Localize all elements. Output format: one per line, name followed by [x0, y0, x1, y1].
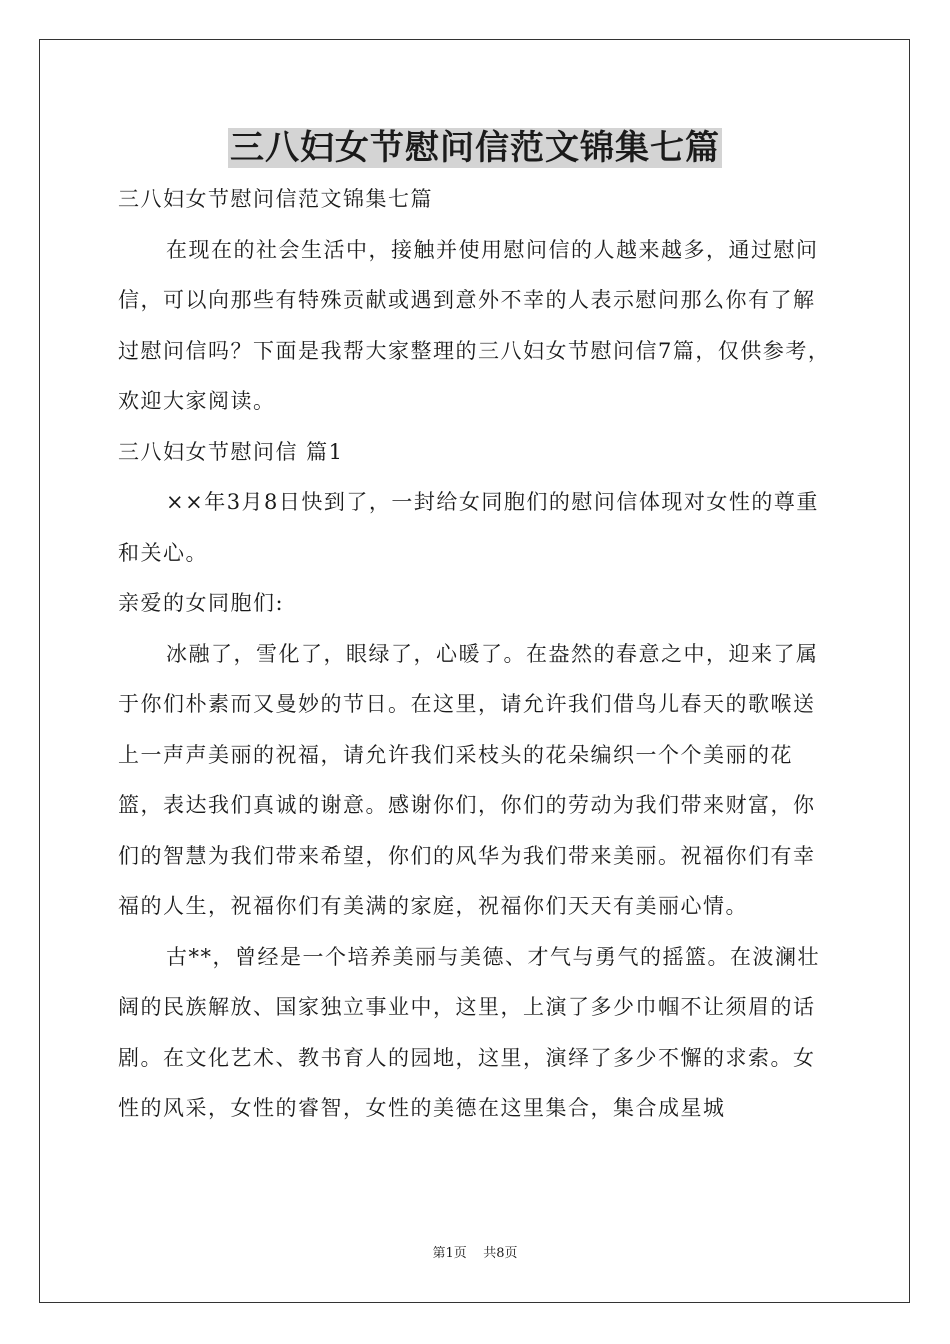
paragraph-greeting: 冰融了，雪化了，眼绿了，心暖了。在盎然的春意之中，迎来了属于你们朴素而又曼妙的节日。在这里，请允许我们借鸟儿春天的歌喉送上一声声美丽的祝福，请允许我们采枝头的花朵编织一个个美丽的花篮，表达我们真诚的谢意。感谢你们，你们的劳动为我们带来财富，你们的智慧为我们带来希望，你们的风华为我们带来美丽。祝福你们有幸福的人生，祝福你们有美满的家庭，祝福你们天天有美丽心情。	[118, 641, 819, 918]
salutation: 亲爱的女同胞们:	[118, 591, 285, 615]
section-heading: 三八妇女节慰问信 篇1	[118, 439, 344, 464]
document-title	[0, 122, 950, 174]
paragraph-intro: 在现在的社会生活中，接触并使用慰问信的人越来越多，通过慰问信，可以向那些有特殊贡献或遇到意外不幸的人表示慰问那么你有了解过慰问信吗？下面是我帮大家整理的三八妇女节慰问信7篇，仅供参考，欢迎大家阅读。	[118, 237, 831, 413]
document-body	[118, 174, 834, 1134]
page-number: 第1页 共8页	[432, 1246, 518, 1261]
paragraph-subtitle: 三八妇女节慰问信范文锦集七篇	[118, 187, 433, 211]
page-footer	[0, 1244, 950, 1264]
document-title-text: 三八妇女节慰问信范文锦集七篇	[230, 128, 720, 168]
paragraph-date: ××年3月8日快到了，一封给女同胞们的慰问信体现对女性的尊重和关心。	[118, 490, 819, 565]
paragraph-history: 古**，曾经是一个培养美丽与美德、才气与勇气的摇篮。在波澜壮阔的民族解放、国家独立事业中，这里，上演了多少巾帼不让须眉的话剧。在文化艺术、教书育人的园地，这里，演绎了多少不懈的求索。女性的风采，女性的睿智，女性的美德在这里集合，集合成星城	[118, 944, 820, 1120]
